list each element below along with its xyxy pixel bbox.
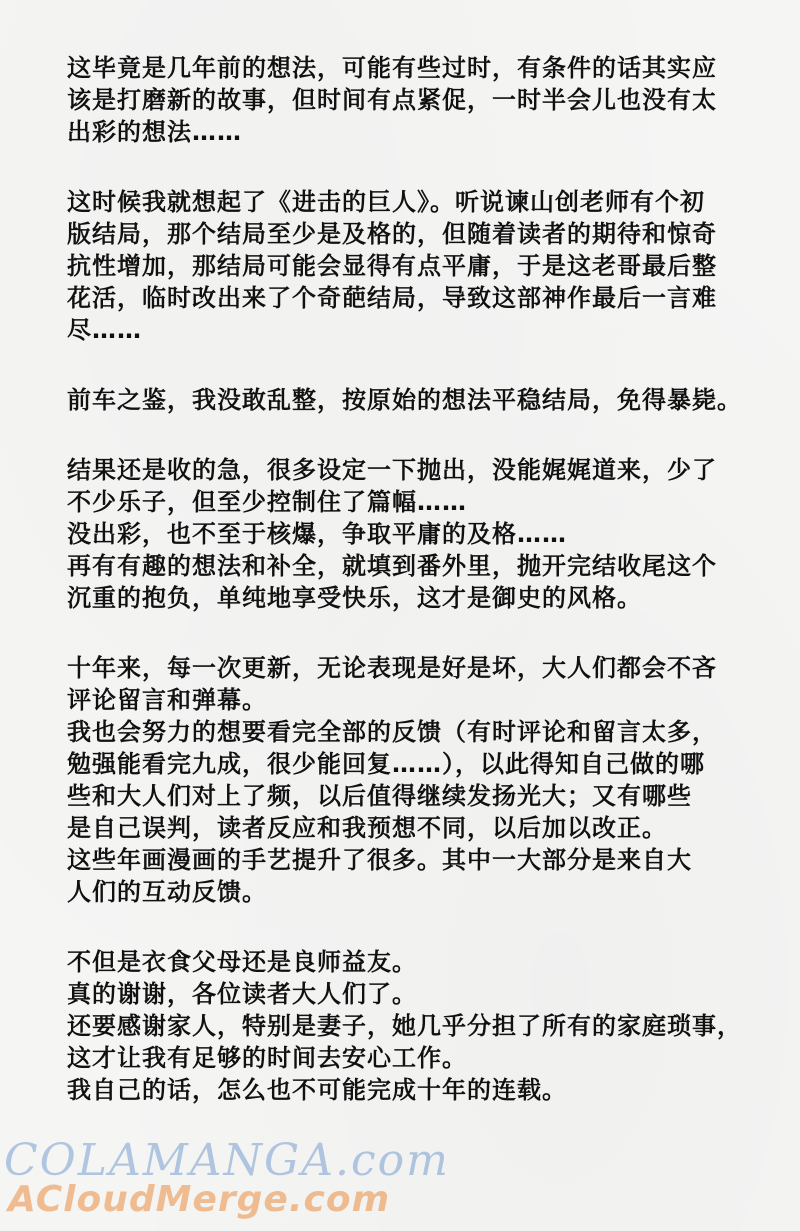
paragraph-1 (67, 52, 757, 148)
text-line: 还要感谢家人，特别是妻子，她几乎分担了所有的家庭琐事， (67, 1012, 742, 1040)
text-line: 评论留言和弹幕。 (67, 686, 267, 714)
text-line: 尽…… (67, 316, 142, 344)
afterword-text (67, 52, 757, 1144)
text-line: 这些年画漫画的手艺提升了很多。其中一大部分是来自大 (67, 846, 692, 874)
text-line: 结果还是收的急，很多设定一下抛出，没能娓娓道来，少了 (67, 456, 717, 484)
text-line: 这才让我有足够的时间去安心工作。 (67, 1044, 467, 1072)
text-line: 勉强能看完九成，很少能回复……），以此得知自己做的哪 (67, 750, 705, 778)
text-line: 这时候我就想起了《进击的巨人》。听说谏山创老师有个初 (67, 188, 705, 216)
watermark-colamanga-text: COLAMANGA.com (4, 1135, 450, 1186)
text-line: 我自己的话，怎么也不可能完成十年的连载。 (67, 1076, 567, 1104)
paragraph-4 (67, 454, 757, 614)
text-line: 是自己误判，读者反应和我预想不同，以后加以改正。 (67, 814, 667, 842)
text-line: 真的谢谢，各位读者大人们了。 (67, 980, 417, 1008)
paragraph-2 (67, 186, 757, 346)
text-line: 前车之鉴，我没敢乱整，按原始的想法平稳结局，免得暴毙。 (67, 386, 742, 414)
watermark (4, 1135, 450, 1225)
text-line: 不少乐子，但至少控制住了篇幅…… (67, 488, 467, 516)
text-line: 沉重的抱负，单纯地享受快乐，这才是御史的风格。 (67, 584, 642, 612)
paragraph-6 (67, 946, 757, 1106)
text-line: 花活，临时改出来了个奇葩结局，导致这部神作最后一言难 (67, 284, 717, 312)
paragraph-3 (67, 384, 757, 416)
text-line: 出彩的想法…… (67, 118, 242, 146)
text-line: 这毕竟是几年前的想法，可能有些过时，有条件的话其实应 (67, 54, 717, 82)
text-line: 我也会努力的想要看完全部的反馈（有时评论和留言太多， (67, 718, 717, 746)
text-line: 抗性增加，那结局可能会显得有点平庸，于是这老哥最后整 (67, 252, 717, 280)
text-line: 不但是衣食父母还是良师益友。 (67, 948, 417, 976)
text-line: 些和大人们对上了频，以后值得继续发扬光大；又有哪些 (67, 782, 692, 810)
text-line: 人们的互动反馈。 (67, 878, 267, 906)
text-line: 该是打磨新的故事，但时间有点紧促，一时半会儿也没有太 (67, 86, 717, 114)
text-line: 没出彩，也不至于核爆，争取平庸的及格…… (67, 520, 567, 548)
paragraph-5 (67, 652, 757, 908)
text-line: 十年来，每一次更新，无论表现是好是坏，大人们都会不吝 (67, 654, 717, 682)
watermark-acloudmerge-text: ACloudMerge.com (8, 1179, 391, 1220)
text-line: 再有有趣的想法和补全，就填到番外里，抛开完结收尾这个 (67, 552, 717, 580)
text-line: 版结局，那个结局至少是及格的，但随着读者的期待和惊奇 (67, 220, 717, 248)
